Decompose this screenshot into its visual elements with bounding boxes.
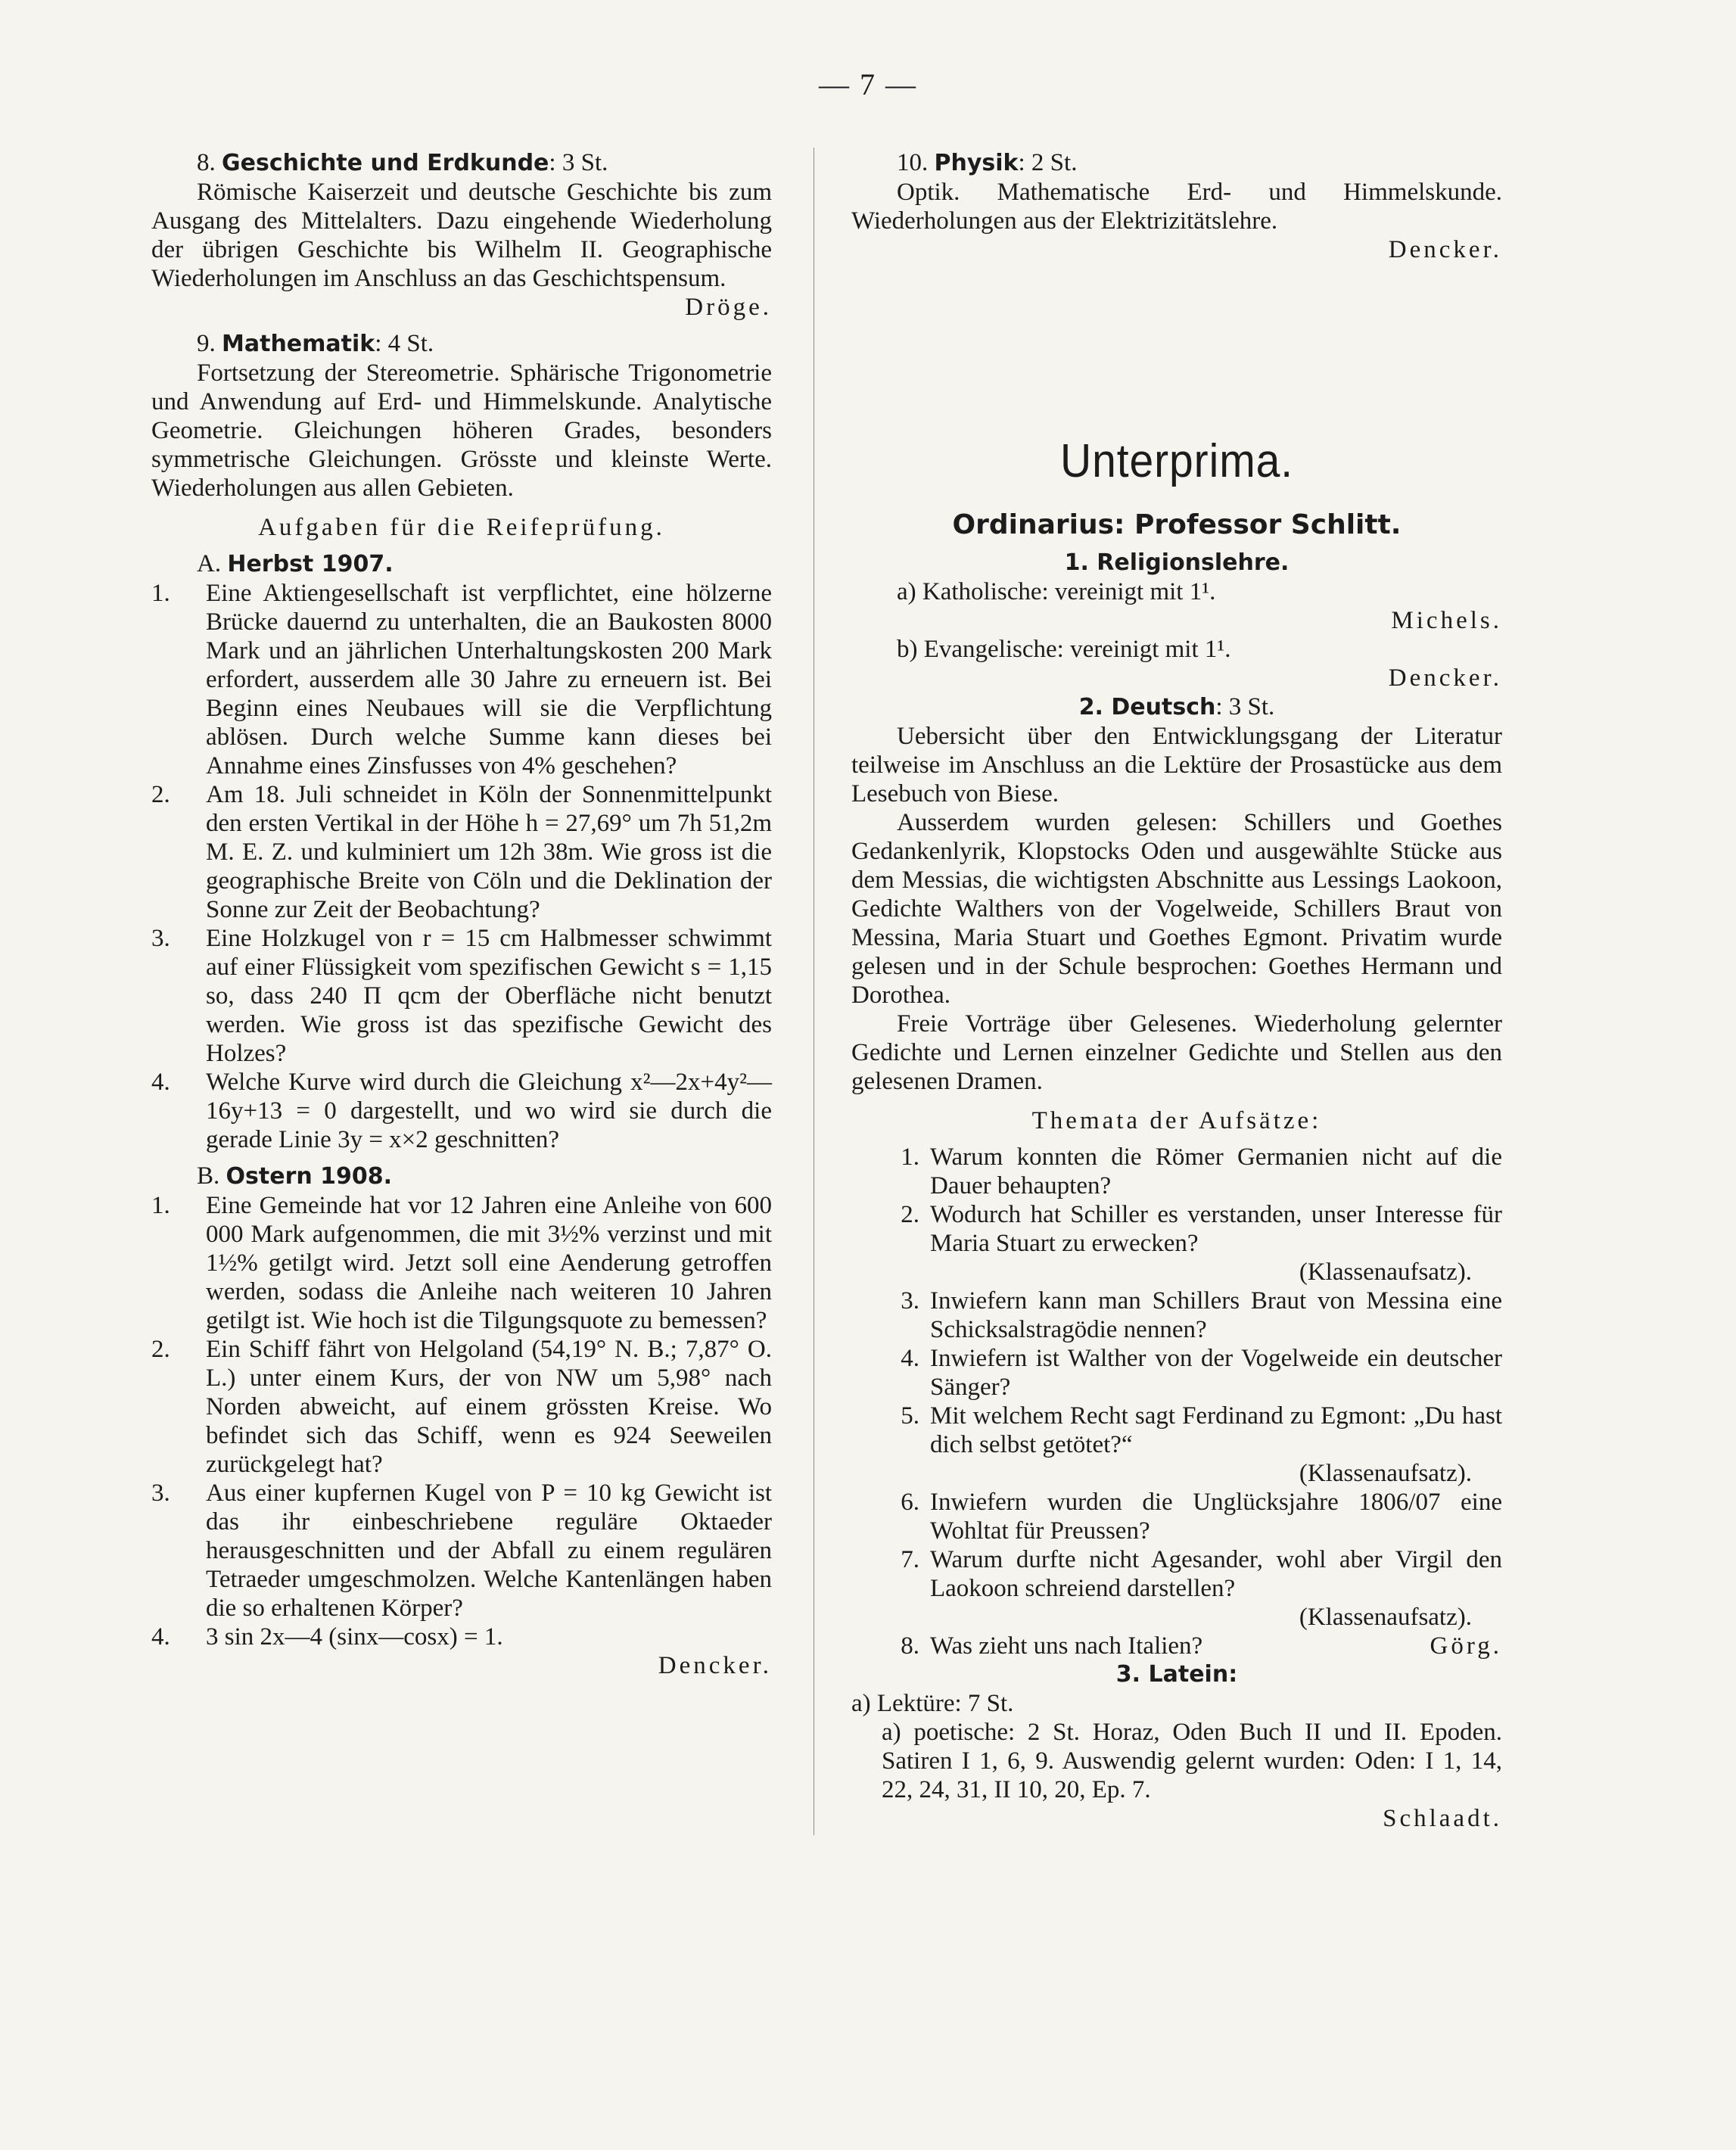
ostern-heading (151, 1162, 772, 1191)
left-column (151, 144, 772, 1680)
religion-title: 1. Religionslehre. (1064, 549, 1290, 576)
deutsch-heading (851, 692, 1502, 722)
item-text (930, 1632, 1502, 1660)
mathematik-teacher: Dencker. (658, 1652, 772, 1679)
mathematik-heading (151, 329, 772, 359)
list-item (151, 1191, 772, 1335)
list-item (851, 1344, 1502, 1402)
item-text: Am 18. Juli schneidet in Köln der Sonnenmittelpunkt den ersten Vertikal in der Höhe h = 27,69° um 7h 51,2m M. E. Z. und kulminiert um 12h 38m. Wie gross ist die geographische Breite von Cöln und die Deklination der Sonne zur Zeit der Beobachtung? (206, 781, 772, 923)
deutsch-p3: Freie Vorträge über Gelesenes. Wiederholung gelernter Gedichte und Lernen einzelner Gedichte und Stellen aus den gelesenen Dramen. (851, 1010, 1502, 1095)
item-note: (Klassenaufsatz). (1299, 1604, 1472, 1631)
religion-kath-teacher: Michels. (1391, 607, 1502, 634)
deutsch-p2: Ausserdem wurden gelesen: Schillers und Goethes Gedankenlyrik, Klopstocks Oden und ausgewählte Stücke aus dem Messias, die wichtigsten Abschnitte aus Lessings Laokoon, Gedichte Walthers von der Vogelweide, Schillers Braut von Messina, Maria Stuart und Goethes Egmont. Privatim wurde gelesen und in der Schule besprochen: Goethes Hermann und Dorothea. (851, 809, 1502, 1009)
list-item (151, 924, 772, 1068)
item-number: 6. (901, 1489, 919, 1516)
item-number: 4. (151, 1069, 170, 1096)
physik-text: Optik. Mathematische Erd- und Himmelskunde. Wiederholungen aus der Elektrizitätslehre. (851, 179, 1502, 235)
section-number: 10. (897, 149, 929, 176)
item-text: Inwiefern kann man Schillers Braut von Messina eine Schicksalstragödie nennen? (930, 1287, 1502, 1343)
section-title: 2. Deutsch (1078, 694, 1216, 720)
right-column (851, 144, 1502, 1833)
item-number: 8. (901, 1632, 919, 1660)
item-text: Eine Holzkugel von r = 15 cm Halbmesser schwimmt auf einer Flüssigkeit vom spezifischen Gewicht s = 1,15 so, dass 240 Π qcm der Oberfläche nicht benutzt werden. Wie gross ist das spezifische Gewicht des Holzes? (206, 925, 772, 1067)
religion-ev: b) Evangelische: vereinigt mit 1¹. (897, 636, 1231, 663)
list-item (851, 1200, 1502, 1258)
list-item (851, 1545, 1502, 1603)
item-text: Warum durfte nicht Agesander, wohl aber Virgil den Laokoon schreiend darstellen? (930, 1546, 1502, 1602)
item-text: Warum konnten die Römer Germanien nicht auf die Dauer behaupten? (930, 1143, 1502, 1199)
item-number: 4. (901, 1345, 919, 1372)
list-item (851, 1287, 1502, 1344)
item-text: Eine Gemeinde hat vor 12 Jahren eine Anleihe von 600 000 Mark aufgenommen, die mit 3½% verzinst und mit 1½% getilgt wird. Jetzt soll eine Aenderung getroffen werden, sodass die Anleihe nach weiteren 10 Jahren getilgt ist. Wie hoch ist die Tilgungsquote zu bemessen? (206, 1192, 772, 1334)
section-hours: : 4 St. (375, 330, 434, 357)
list-item (151, 1479, 772, 1623)
item-text: Wodurch hat Schiller es verstanden, unser Interesse für Maria Stuart zu erwecken? (930, 1201, 1502, 1257)
list-item (851, 1143, 1502, 1200)
section-title: Mathematik (222, 331, 375, 357)
list-item (151, 1068, 772, 1154)
list-item (151, 579, 772, 780)
list-item (851, 1488, 1502, 1545)
item-number: 2. (151, 1336, 170, 1363)
geschichte-text: Römische Kaiserzeit und deutsche Geschichte bis zum Ausgang des Mittelalters. Dazu eingehende Wiederholung der übrigen Geschichte bis Wilhelm II. Geographische Wiederholungen im Anschluss an das Geschichtspensum. (151, 179, 772, 292)
list-item (151, 1335, 772, 1479)
item-number: 3. (901, 1287, 919, 1315)
item-number: 2. (901, 1201, 919, 1228)
list-item (151, 1623, 772, 1651)
item-note: (Klassenaufsatz). (1299, 1460, 1472, 1487)
item-number: 4. (151, 1623, 170, 1651)
deutsch-teacher: Görg. (1430, 1632, 1502, 1660)
item-number: 1. (901, 1143, 919, 1171)
group-label: B. (197, 1162, 220, 1190)
themata-list (851, 1143, 1502, 1660)
item-text: Inwiefern wurden die Unglücksjahre 1806/07 eine Wohltat für Preussen? (930, 1489, 1502, 1545)
item-number: 7. (901, 1546, 919, 1573)
section-title: Physik (934, 150, 1019, 176)
page-number: — 7 — (819, 67, 917, 101)
item-text: Aus einer kupfernen Kugel von P = 10 kg Gewicht ist das ihr einbeschriebene reguläre Oktaeder herausgeschnitten und der Abfall zu einem regulären Tetraeder umgeschmolzen. Welche Kantenlängen haben die so erhaltenen Körper? (206, 1479, 772, 1622)
deutsch-p1: Uebersicht über den Entwicklungsgang der Literatur teilweise im Anschluss an die Lektüre der Prosastücke aus dem Lesebuch von Biese. (851, 723, 1502, 807)
class-title: Unterprima. (1059, 435, 1294, 487)
item-text: Ein Schiff fährt von Helgoland (54,19° N. B.; 7,87° O. L.) unter einem Kurs, der von NW um 5,98° nach Norden abweicht, auf einem grössten Kreise. Wo befindet sich das Schiff, wenn es 924 Seeweilen zurückgelegt hat? (206, 1336, 772, 1478)
item-text: Inwiefern ist Walther von der Vogelweide ein deutscher Sänger? (930, 1345, 1502, 1401)
herbst-heading (151, 549, 772, 579)
list-item (851, 1632, 1502, 1660)
ordinarius: Ordinarius: Professor Schlitt. (952, 509, 1402, 540)
item-number: 3. (151, 1479, 170, 1507)
group-label: A. (197, 550, 222, 577)
item-text: Eine Aktiengesellschaft ist verpflichtet, eine hölzerne Brücke dauernd zu unterhalten, die an Baukosten 8000 Mark und an jährlichen Unterhaltungskosten 200 Mark erfordert, ausserdem alle 30 Jahre zu erneuern ist. Bei Beginn eines Neubaues will sie die Verpflichtung ablösen. Durch welche Summe kann dieses bei Annahme eines Zinsfusses von 4% geschehen? (206, 580, 772, 779)
latein-teacher: Schlaadt. (1383, 1805, 1502, 1832)
item-note: (Klassenaufsatz). (1299, 1259, 1472, 1286)
item-text: Welche Kurve wird durch die Gleichung x²—2x+4y²—16y+13 = 0 dargestellt, und wo wird sie durch die gerade Linie 3y = x×2 geschnitten? (206, 1069, 772, 1153)
section-hours: : 3 St. (1215, 693, 1275, 720)
latein-poetische: a) poetische: 2 St. Horaz, Oden Buch II und II. Epoden. Satiren I 1, 6, 9. Auswendig gelernt wurden: Oden: I 1, 14, 22, 24, 31, II 10, 20, Ep. 7. (882, 1719, 1502, 1803)
religion-kath: a) Katholische: vereinigt mit 1¹. (897, 578, 1216, 605)
item-number: 2. (151, 781, 170, 808)
geschichte-heading (151, 148, 772, 178)
list-item (151, 780, 772, 924)
physik-teacher: Dencker. (1388, 236, 1502, 263)
section-title: Geschichte und Erdkunde (222, 150, 549, 176)
physik-heading (851, 148, 1502, 178)
geschichte-teacher: Dröge. (685, 294, 772, 321)
item-text-content: Was zieht uns nach Italien? (930, 1632, 1203, 1660)
themata-title: Themata der Aufsätze: (1031, 1107, 1322, 1134)
item-text: 3 sin 2x—4 (sinx—cosx) = 1. (206, 1623, 503, 1651)
item-text: Mit welchem Recht sagt Ferdinand zu Egmont: „Du hast dich selbst getötet?“ (930, 1402, 1502, 1458)
item-number: 1. (151, 580, 170, 607)
ostern-list (151, 1191, 772, 1651)
section-number: 9. (197, 330, 216, 357)
section-number: 8. (197, 149, 216, 176)
aufgaben-title: Aufgaben für die Reifeprüfung. (258, 514, 665, 541)
section-hours: : 2 St. (1018, 149, 1078, 176)
herbst-list (151, 579, 772, 1154)
item-number: 3. (151, 925, 170, 952)
item-number: 1. (151, 1192, 170, 1219)
section-hours: : 3 St. (549, 149, 608, 176)
list-item (851, 1402, 1502, 1459)
group-title: Ostern 1908. (226, 1163, 393, 1190)
latein-title: 3. Latein: (1115, 1661, 1238, 1688)
mathematik-text: Fortsetzung der Stereometrie. Sphärische Trigonometrie und Anwendung auf Erd- und Himmelskunde. Analytische Geometrie. Gleichungen höheren Grades, besonders symmetrische Gleichungen. Grösste und kleinste Werte. Wiederholungen aus allen Gebieten. (151, 359, 772, 502)
group-title: Herbst 1907. (227, 551, 394, 577)
religion-ev-teacher: Dencker. (1388, 664, 1502, 692)
latein-lektuere: a) Lektüre: 7 St. (851, 1690, 1014, 1717)
item-number: 5. (901, 1402, 919, 1430)
